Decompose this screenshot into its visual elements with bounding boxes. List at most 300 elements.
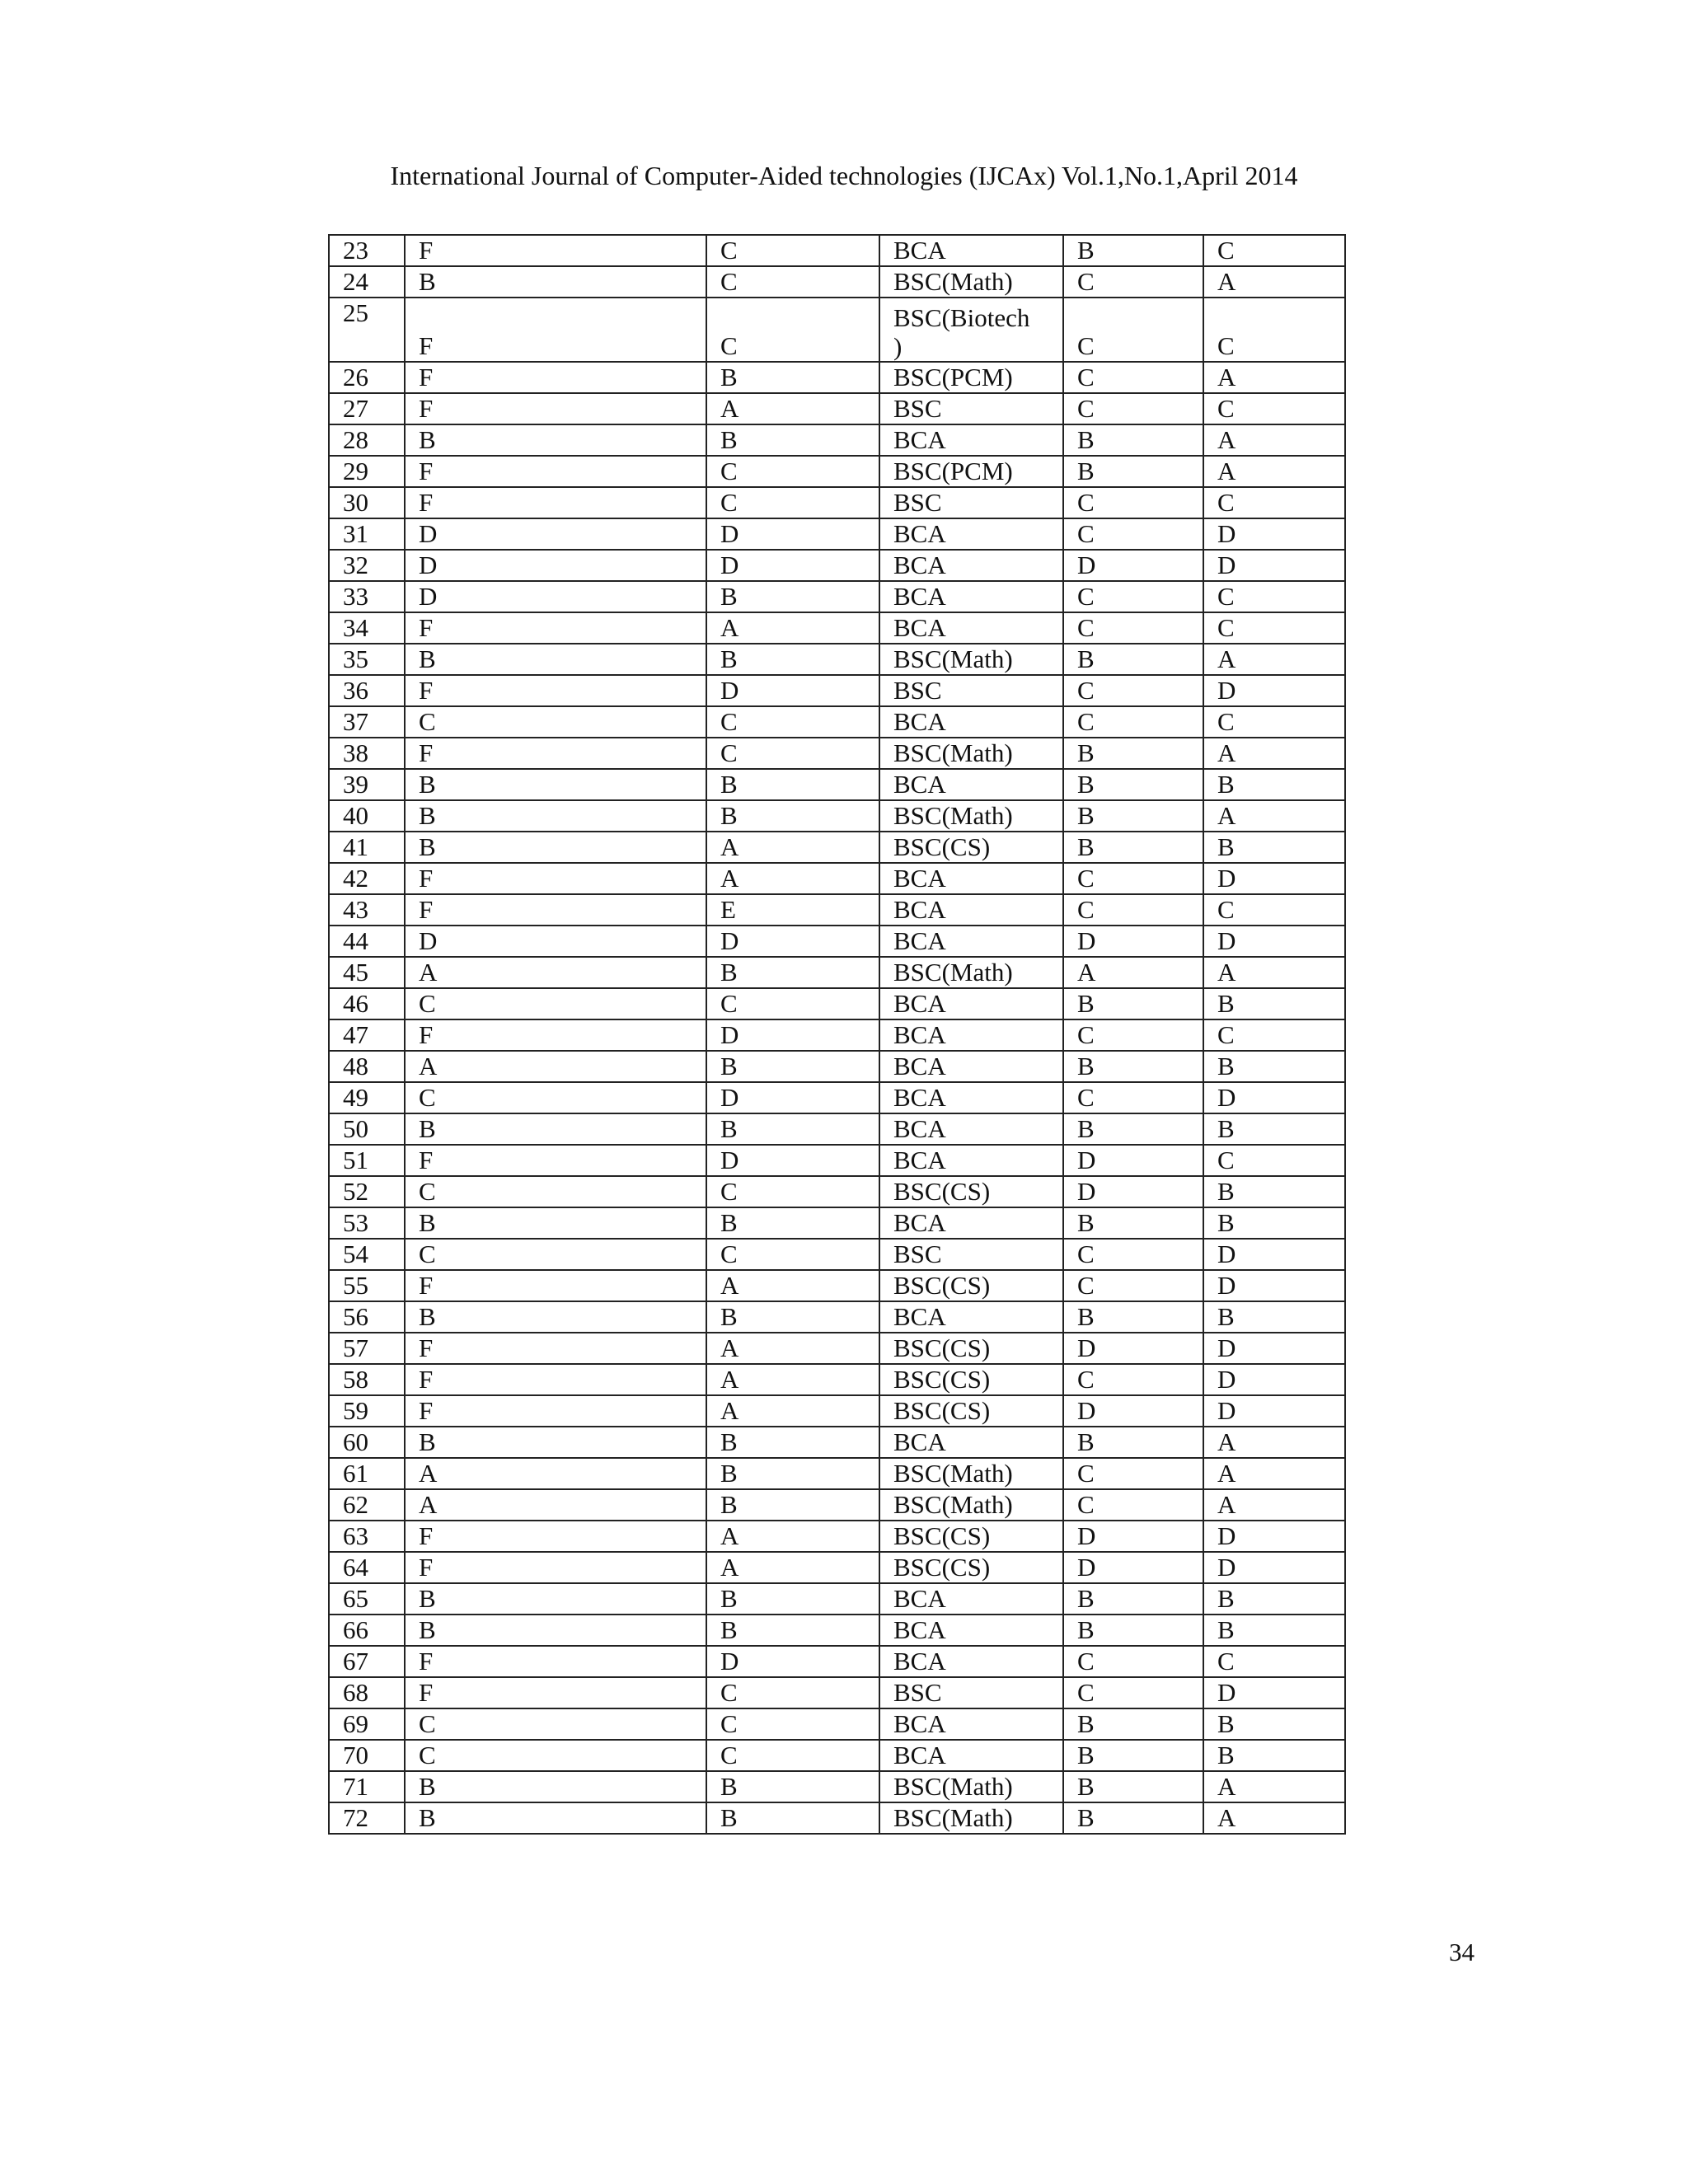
column-6-cell: C <box>1203 612 1345 644</box>
column-2-cell: F <box>405 487 706 518</box>
column-6-cell: A <box>1203 800 1345 832</box>
student-records-table <box>328 234 1346 1835</box>
table-row <box>329 1082 1345 1113</box>
column-2-cell: A <box>405 1458 706 1489</box>
table-row <box>329 988 1345 1019</box>
serial-number-cell: 31 <box>329 518 405 550</box>
table-row <box>329 1301 1345 1333</box>
column-2-cell: B <box>405 1771 706 1802</box>
column-2-cell: F <box>405 1677 706 1708</box>
course-cell: BCA <box>879 1708 1063 1740</box>
column-3-cell: B <box>706 1802 879 1834</box>
serial-number-cell: 67 <box>329 1646 405 1677</box>
column-3-cell: A <box>706 1552 879 1583</box>
column-3-cell: C <box>706 988 879 1019</box>
column-5-cell: C <box>1063 1646 1203 1677</box>
column-3-cell: B <box>706 1113 879 1145</box>
column-3-cell: B <box>706 581 879 612</box>
column-6-cell: C <box>1203 706 1345 738</box>
serial-number-cell: 53 <box>329 1207 405 1239</box>
column-3-cell: A <box>706 832 879 863</box>
column-3-cell: E <box>706 894 879 926</box>
column-5-cell: A <box>1063 957 1203 988</box>
column-6-cell: C <box>1203 1646 1345 1677</box>
column-3-cell: B <box>706 1583 879 1615</box>
column-6-cell: C <box>1203 298 1345 362</box>
table-row <box>329 362 1345 393</box>
column-5-cell: C <box>1063 581 1203 612</box>
column-3-cell: D <box>706 675 879 706</box>
column-2-cell: B <box>405 832 706 863</box>
course-cell: BSC(PCM) <box>879 456 1063 487</box>
column-5-cell: C <box>1063 1458 1203 1489</box>
column-2-cell: F <box>405 1646 706 1677</box>
column-6-cell: A <box>1203 644 1345 675</box>
column-6-cell: A <box>1203 1802 1345 1834</box>
column-6-cell: A <box>1203 1489 1345 1521</box>
serial-number-cell: 49 <box>329 1082 405 1113</box>
column-2-cell: B <box>405 1615 706 1646</box>
course-cell: BCA <box>879 581 1063 612</box>
column-5-cell: B <box>1063 800 1203 832</box>
table-row <box>329 769 1345 800</box>
table-row <box>329 1771 1345 1802</box>
column-5-cell: D <box>1063 1521 1203 1552</box>
column-5-cell: B <box>1063 1740 1203 1771</box>
course-cell: BCA <box>879 988 1063 1019</box>
column-6-cell: D <box>1203 1364 1345 1395</box>
course-cell: BCA <box>879 235 1063 266</box>
table-row <box>329 235 1345 266</box>
serial-number-cell: 37 <box>329 706 405 738</box>
course-cell: BCA <box>879 1113 1063 1145</box>
course-cell: BSC <box>879 675 1063 706</box>
serial-number-cell: 57 <box>329 1333 405 1364</box>
column-3-cell: B <box>706 1051 879 1082</box>
column-6-cell: A <box>1203 424 1345 456</box>
column-2-cell: F <box>405 1270 706 1301</box>
column-3-cell: A <box>706 393 879 424</box>
serial-number-cell: 71 <box>329 1771 405 1802</box>
column-5-cell: C <box>1063 675 1203 706</box>
serial-number-cell: 34 <box>329 612 405 644</box>
column-6-cell: C <box>1203 487 1345 518</box>
column-5-cell: B <box>1063 1583 1203 1615</box>
column-3-cell: A <box>706 1395 879 1427</box>
serial-number-cell: 56 <box>329 1301 405 1333</box>
column-3-cell: D <box>706 1082 879 1113</box>
column-2-cell: D <box>405 550 706 581</box>
table-body <box>329 235 1345 1834</box>
course-cell: BSC(Math) <box>879 266 1063 298</box>
column-2-cell: D <box>405 926 706 957</box>
table-row <box>329 926 1345 957</box>
course-cell: BCA <box>879 424 1063 456</box>
course-cell: BCA <box>879 863 1063 894</box>
table-row <box>329 1802 1345 1834</box>
column-5-cell: B <box>1063 1113 1203 1145</box>
column-2-cell: C <box>405 1239 706 1270</box>
table-row <box>329 1708 1345 1740</box>
table-row <box>329 1051 1345 1082</box>
column-3-cell: B <box>706 957 879 988</box>
column-5-cell: C <box>1063 266 1203 298</box>
column-2-cell: C <box>405 988 706 1019</box>
course-cell: BSC(Math) <box>879 1458 1063 1489</box>
serial-number-cell: 30 <box>329 487 405 518</box>
course-cell: BCA <box>879 769 1063 800</box>
course-cell: BSC(Math) <box>879 800 1063 832</box>
column-2-cell: C <box>405 1740 706 1771</box>
column-5-cell: D <box>1063 550 1203 581</box>
column-3-cell: B <box>706 362 879 393</box>
column-5-cell: D <box>1063 1395 1203 1427</box>
table-row <box>329 1458 1345 1489</box>
column-5-cell: C <box>1063 362 1203 393</box>
column-5-cell: C <box>1063 393 1203 424</box>
column-2-cell: F <box>405 675 706 706</box>
column-5-cell: C <box>1063 612 1203 644</box>
table-row <box>329 1646 1345 1677</box>
table-row <box>329 738 1345 769</box>
column-2-cell: F <box>405 393 706 424</box>
column-3-cell: C <box>706 1740 879 1771</box>
column-6-cell: C <box>1203 1145 1345 1176</box>
column-5-cell: D <box>1063 1176 1203 1207</box>
column-3-cell: D <box>706 1019 879 1051</box>
course-cell: BCA <box>879 1301 1063 1333</box>
column-6-cell: C <box>1203 235 1345 266</box>
table-row <box>329 456 1345 487</box>
serial-number-cell: 25 <box>329 298 405 362</box>
column-6-cell: D <box>1203 1395 1345 1427</box>
column-3-cell: A <box>706 1333 879 1364</box>
serial-number-cell: 59 <box>329 1395 405 1427</box>
column-5-cell: C <box>1063 1239 1203 1270</box>
course-cell: BCA <box>879 612 1063 644</box>
column-6-cell: A <box>1203 362 1345 393</box>
column-5-cell: C <box>1063 1270 1203 1301</box>
column-6-cell: B <box>1203 832 1345 863</box>
course-cell: BSC(Math) <box>879 1771 1063 1802</box>
column-3-cell: C <box>706 456 879 487</box>
column-3-cell: D <box>706 1646 879 1677</box>
table-row <box>329 393 1345 424</box>
table-row <box>329 1019 1345 1051</box>
course-cell: BCA <box>879 1019 1063 1051</box>
serial-number-cell: 44 <box>329 926 405 957</box>
column-5-cell: B <box>1063 1427 1203 1458</box>
serial-number-cell: 40 <box>329 800 405 832</box>
column-6-cell: C <box>1203 894 1345 926</box>
course-cell: BSC <box>879 393 1063 424</box>
column-3-cell: A <box>706 1521 879 1552</box>
course-cell: BSC(Math) <box>879 1489 1063 1521</box>
column-2-cell: B <box>405 1802 706 1834</box>
column-2-cell: C <box>405 706 706 738</box>
column-6-cell: B <box>1203 1176 1345 1207</box>
serial-number-cell: 55 <box>329 1270 405 1301</box>
course-cell: BCA <box>879 1740 1063 1771</box>
table-row <box>329 800 1345 832</box>
column-2-cell: B <box>405 1207 706 1239</box>
column-3-cell: B <box>706 1207 879 1239</box>
table-row <box>329 518 1345 550</box>
column-6-cell: B <box>1203 1583 1345 1615</box>
column-6-cell: D <box>1203 863 1345 894</box>
column-2-cell: F <box>405 1364 706 1395</box>
column-6-cell: A <box>1203 1771 1345 1802</box>
column-6-cell: D <box>1203 1677 1345 1708</box>
course-cell: BCA <box>879 1082 1063 1113</box>
column-5-cell: B <box>1063 1771 1203 1802</box>
column-6-cell: D <box>1203 550 1345 581</box>
column-5-cell: B <box>1063 1301 1203 1333</box>
table-row <box>329 957 1345 988</box>
column-5-cell: B <box>1063 1802 1203 1834</box>
column-3-cell: B <box>706 1615 879 1646</box>
column-5-cell: C <box>1063 894 1203 926</box>
column-5-cell: C <box>1063 1489 1203 1521</box>
course-cell: BSC <box>879 1239 1063 1270</box>
column-5-cell: B <box>1063 1708 1203 1740</box>
serial-number-cell: 42 <box>329 863 405 894</box>
serial-number-cell: 39 <box>329 769 405 800</box>
column-2-cell: F <box>405 1521 706 1552</box>
serial-number-cell: 60 <box>329 1427 405 1458</box>
column-5-cell: B <box>1063 456 1203 487</box>
course-cell: BSC(CS) <box>879 1395 1063 1427</box>
column-5-cell: B <box>1063 1615 1203 1646</box>
table-row <box>329 1677 1345 1708</box>
column-3-cell: C <box>706 1708 879 1740</box>
column-2-cell: F <box>405 738 706 769</box>
table-row <box>329 863 1345 894</box>
serial-number-cell: 46 <box>329 988 405 1019</box>
column-2-cell: F <box>405 1395 706 1427</box>
column-3-cell: C <box>706 487 879 518</box>
serial-number-cell: 66 <box>329 1615 405 1646</box>
column-3-cell: C <box>706 738 879 769</box>
column-5-cell: C <box>1063 1677 1203 1708</box>
column-5-cell: D <box>1063 1145 1203 1176</box>
serial-number-cell: 65 <box>329 1583 405 1615</box>
serial-number-cell: 38 <box>329 738 405 769</box>
serial-number-cell: 33 <box>329 581 405 612</box>
course-cell: BSC(CS) <box>879 1364 1063 1395</box>
column-5-cell: C <box>1063 518 1203 550</box>
journal-running-header: International Journal of Computer-Aided technologies (IJCAx) Vol.1,No.1,April 2014 <box>390 161 1298 190</box>
column-3-cell: B <box>706 1489 879 1521</box>
table-row <box>329 1395 1345 1427</box>
column-5-cell: B <box>1063 235 1203 266</box>
serial-number-cell: 45 <box>329 957 405 988</box>
column-6-cell: A <box>1203 738 1345 769</box>
column-2-cell: C <box>405 1082 706 1113</box>
column-3-cell: B <box>706 1771 879 1802</box>
column-3-cell: C <box>706 1176 879 1207</box>
table-row <box>329 1207 1345 1239</box>
page-number: 34 <box>1449 1938 1475 1966</box>
column-5-cell: D <box>1063 1552 1203 1583</box>
table-row <box>329 1521 1345 1552</box>
column-6-cell: D <box>1203 675 1345 706</box>
table-row <box>329 424 1345 456</box>
course-cell: BCA <box>879 894 1063 926</box>
column-6-cell: A <box>1203 1458 1345 1489</box>
column-2-cell: A <box>405 957 706 988</box>
course-cell: BCA <box>879 926 1063 957</box>
column-3-cell: B <box>706 644 879 675</box>
serial-number-cell: 69 <box>329 1708 405 1740</box>
serial-number-cell: 29 <box>329 456 405 487</box>
course-cell: BCA <box>879 1583 1063 1615</box>
column-6-cell: D <box>1203 1521 1345 1552</box>
column-6-cell: B <box>1203 1207 1345 1239</box>
column-2-cell: B <box>405 769 706 800</box>
column-6-cell: D <box>1203 1082 1345 1113</box>
table-row <box>329 1145 1345 1176</box>
column-5-cell: B <box>1063 738 1203 769</box>
column-5-cell: C <box>1063 298 1203 362</box>
column-3-cell: B <box>706 424 879 456</box>
table-row <box>329 1364 1345 1395</box>
column-5-cell: B <box>1063 424 1203 456</box>
column-6-cell: B <box>1203 1708 1345 1740</box>
column-3-cell: D <box>706 1145 879 1176</box>
serial-number-cell: 70 <box>329 1740 405 1771</box>
course-cell: BCA <box>879 550 1063 581</box>
column-3-cell: B <box>706 1458 879 1489</box>
column-5-cell: C <box>1063 1364 1203 1395</box>
serial-number-cell: 51 <box>329 1145 405 1176</box>
course-cell: BSC(CS) <box>879 1333 1063 1364</box>
column-6-cell: B <box>1203 1615 1345 1646</box>
column-5-cell: C <box>1063 706 1203 738</box>
column-2-cell: F <box>405 863 706 894</box>
course-cell: BSC(CS) <box>879 1552 1063 1583</box>
table-row <box>329 487 1345 518</box>
column-3-cell: A <box>706 612 879 644</box>
table-row <box>329 832 1345 863</box>
column-6-cell: B <box>1203 1301 1345 1333</box>
serial-number-cell: 27 <box>329 393 405 424</box>
column-6-cell: D <box>1203 1270 1345 1301</box>
column-3-cell: A <box>706 1364 879 1395</box>
course-cell: BCA <box>879 1207 1063 1239</box>
table-row <box>329 266 1345 298</box>
table-row <box>329 1333 1345 1364</box>
column-6-cell: C <box>1203 1019 1345 1051</box>
table-row <box>329 894 1345 926</box>
column-2-cell: F <box>405 456 706 487</box>
serial-number-cell: 63 <box>329 1521 405 1552</box>
table-row <box>329 1239 1345 1270</box>
column-3-cell: C <box>706 1239 879 1270</box>
course-cell: BSC(Math) <box>879 1802 1063 1834</box>
column-2-cell: F <box>405 362 706 393</box>
column-2-cell: F <box>405 612 706 644</box>
course-cell: BSC(PCM) <box>879 362 1063 393</box>
serial-number-cell: 24 <box>329 266 405 298</box>
column-6-cell: A <box>1203 456 1345 487</box>
column-2-cell: B <box>405 1113 706 1145</box>
table-row <box>329 644 1345 675</box>
column-3-cell: C <box>706 298 879 362</box>
course-cell: BCA <box>879 1427 1063 1458</box>
column-5-cell: B <box>1063 1051 1203 1082</box>
column-6-cell: A <box>1203 266 1345 298</box>
column-3-cell: B <box>706 1301 879 1333</box>
table-row <box>329 1113 1345 1145</box>
column-2-cell: F <box>405 1333 706 1364</box>
serial-number-cell: 54 <box>329 1239 405 1270</box>
table-row <box>329 1552 1345 1583</box>
column-6-cell: C <box>1203 581 1345 612</box>
column-2-cell: B <box>405 1301 706 1333</box>
serial-number-cell: 47 <box>329 1019 405 1051</box>
table-row <box>329 706 1345 738</box>
column-6-cell: D <box>1203 518 1345 550</box>
column-3-cell: A <box>706 1270 879 1301</box>
column-5-cell: C <box>1063 1019 1203 1051</box>
column-3-cell: D <box>706 550 879 581</box>
column-6-cell: B <box>1203 1740 1345 1771</box>
column-3-cell: C <box>706 1677 879 1708</box>
serial-number-cell: 36 <box>329 675 405 706</box>
serial-number-cell: 52 <box>329 1176 405 1207</box>
column-5-cell: B <box>1063 1207 1203 1239</box>
table-row <box>329 612 1345 644</box>
column-6-cell: B <box>1203 1051 1345 1082</box>
serial-number-cell: 23 <box>329 235 405 266</box>
table-row <box>329 1489 1345 1521</box>
column-2-cell: C <box>405 1176 706 1207</box>
table-row <box>329 550 1345 581</box>
column-3-cell: D <box>706 926 879 957</box>
column-2-cell: F <box>405 1145 706 1176</box>
table-row <box>329 1270 1345 1301</box>
column-2-cell: B <box>405 1583 706 1615</box>
course-cell: BCA <box>879 1145 1063 1176</box>
column-2-cell: F <box>405 894 706 926</box>
course-cell: BSC <box>879 487 1063 518</box>
column-2-cell: D <box>405 581 706 612</box>
serial-number-cell: 61 <box>329 1458 405 1489</box>
column-2-cell: B <box>405 1427 706 1458</box>
course-cell: BSC(Math) <box>879 644 1063 675</box>
course-cell: BCA <box>879 1615 1063 1646</box>
serial-number-cell: 68 <box>329 1677 405 1708</box>
course-cell: BCA <box>879 706 1063 738</box>
column-2-cell: D <box>405 518 706 550</box>
serial-number-cell: 35 <box>329 644 405 675</box>
column-3-cell: B <box>706 1427 879 1458</box>
serial-number-cell: 64 <box>329 1552 405 1583</box>
serial-number-cell: 28 <box>329 424 405 456</box>
course-cell: BSC(CS) <box>879 1270 1063 1301</box>
course-cell: BCA <box>879 518 1063 550</box>
table-row <box>329 298 1345 362</box>
table-row <box>329 1740 1345 1771</box>
serial-number-cell: 43 <box>329 894 405 926</box>
column-3-cell: B <box>706 769 879 800</box>
course-cell: BCA <box>879 1051 1063 1082</box>
table-row <box>329 581 1345 612</box>
course-cell: BSC(Biotech ) <box>879 298 1063 362</box>
column-5-cell: B <box>1063 988 1203 1019</box>
column-6-cell: D <box>1203 1552 1345 1583</box>
